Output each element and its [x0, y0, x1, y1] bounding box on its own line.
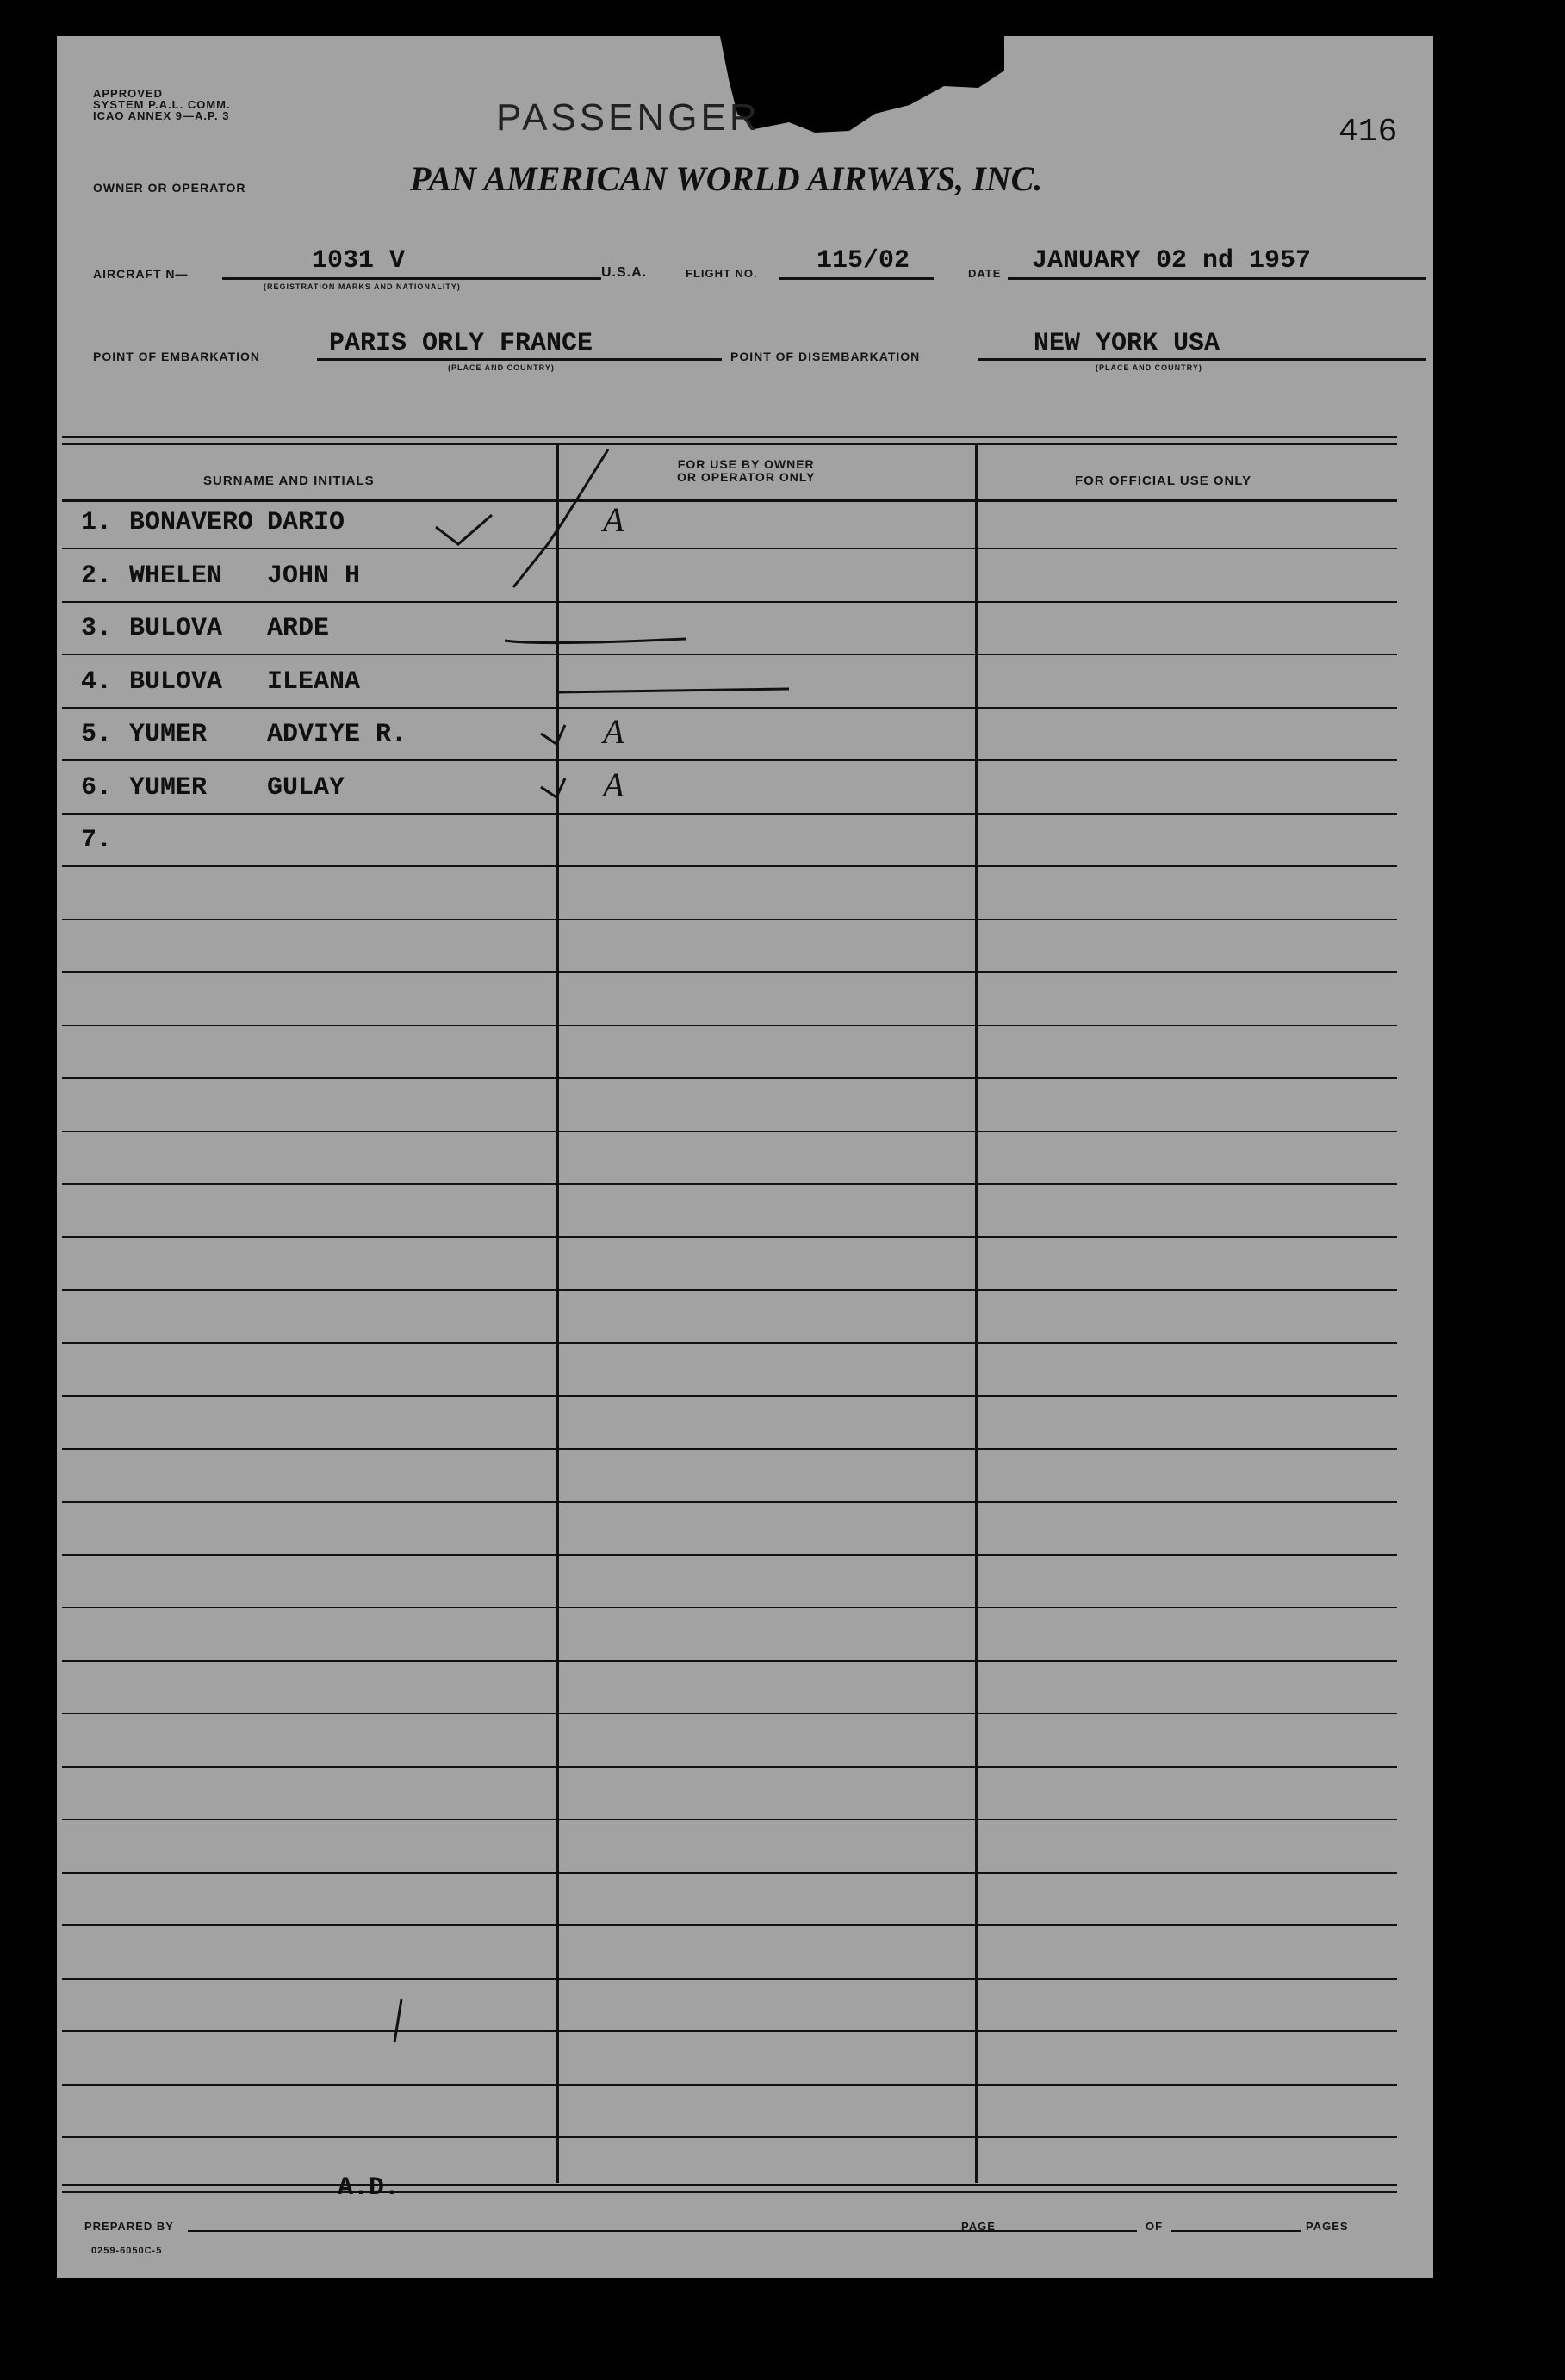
ruled-line — [62, 919, 1397, 920]
passenger-surname: BULOVA — [129, 614, 223, 643]
ruled-line — [62, 1501, 1397, 1503]
ruled-line — [62, 707, 1397, 709]
ruled-line — [62, 2030, 1397, 2032]
passenger-surname: WHELEN — [129, 561, 223, 591]
ruled-line — [62, 1978, 1397, 1980]
passenger-row — [81, 508, 345, 537]
passenger-number: 5. — [81, 720, 113, 749]
form-number: 0259-6050C-5 — [91, 2246, 163, 2256]
passenger-surname: BULOVA — [129, 667, 223, 697]
ruled-line — [62, 759, 1397, 761]
page-stamp-number: 416 — [1338, 114, 1398, 151]
ruled-line — [62, 601, 1397, 603]
col-official-header: FOR OFFICIAL USE ONLY — [1075, 474, 1252, 488]
form-title: PASSENGER — [496, 96, 761, 139]
owner-operator-label: OWNER OR OPERATOR — [93, 181, 246, 195]
ruled-line — [62, 1872, 1397, 1874]
torn-paper-edge — [720, 36, 1004, 139]
ruled-line — [62, 1395, 1397, 1397]
embarkation-label: POINT OF EMBARKATION — [93, 350, 260, 363]
ruled-line — [62, 865, 1397, 867]
passenger-given: GULAY — [267, 773, 345, 803]
country-label: U.S.A. — [601, 265, 648, 280]
operator-mark: A — [603, 712, 624, 751]
ruled-line — [62, 1025, 1397, 1026]
approval-stamp: APPROVED SYSTEM P.A.L. COMM. ICAO ANNEX 9—A.P. 3 — [93, 87, 231, 122]
embarkation-sublabel: (PLACE AND COUNTRY) — [448, 363, 555, 372]
prepared-by-label: PREPARED BY — [84, 2220, 174, 2233]
date-label: DATE — [968, 267, 1002, 280]
ruled-line — [62, 2136, 1397, 2138]
disembarkation-label: POINT OF DISEMBARKATION — [730, 350, 921, 363]
flight-date: JANUARY 02 nd 1957 — [1032, 246, 1312, 276]
passenger-given: DARIO — [267, 508, 345, 537]
ruled-line — [62, 1660, 1397, 1662]
passenger-given: ARDE — [267, 614, 330, 643]
ruled-line — [62, 1289, 1397, 1291]
ruled-line — [62, 1554, 1397, 1556]
registration-sublabel: (REGISTRATION MARKS AND NATIONALITY) — [264, 282, 461, 291]
passenger-row — [81, 667, 360, 697]
handwritten-marks — [57, 36, 1433, 2278]
passenger-surname: YUMER — [129, 773, 208, 803]
passenger-given: ADVIYE R. — [267, 720, 407, 749]
aircraft-registration: 1031 V — [312, 246, 406, 276]
ruled-line — [62, 1131, 1397, 1132]
ruled-line — [62, 1924, 1397, 1926]
ruled-line — [62, 1819, 1397, 1820]
ruled-line — [62, 971, 1397, 973]
passenger-given: JOHN H — [267, 561, 361, 591]
ruled-line — [62, 1183, 1397, 1185]
ruled-line — [62, 654, 1397, 655]
passenger-given: ILEANA — [267, 667, 361, 697]
ruled-line — [62, 1448, 1397, 1450]
ruled-line — [62, 1713, 1397, 1714]
ruled-line — [62, 1607, 1397, 1608]
passenger-surname: YUMER — [129, 720, 208, 749]
flight-number: 115/02 — [817, 246, 910, 276]
col-surname-header: SURNAME AND INITIALS — [203, 474, 375, 488]
passenger-number: 6. — [81, 773, 113, 803]
disembarkation-point: NEW YORK USA — [1034, 329, 1220, 358]
operator-name: PAN AMERICAN WORLD AIRWAYS, INC. — [410, 159, 1043, 198]
disembarkation-sublabel: (PLACE AND COUNTRY) — [1096, 363, 1202, 372]
ruled-line — [62, 813, 1397, 815]
passenger-row — [81, 614, 329, 643]
pages-label: PAGES — [1306, 2220, 1349, 2233]
of-label: OF — [1146, 2220, 1164, 2233]
passenger-surname: BONAVERO — [129, 508, 254, 537]
passenger-number: 3. — [81, 614, 113, 643]
ruled-line — [62, 1766, 1397, 1768]
ruled-line — [62, 1077, 1397, 1079]
embarkation-point: PARIS ORLY FRANCE — [329, 329, 593, 358]
ruled-line — [62, 1236, 1397, 1238]
preparer-initials: A.D. — [338, 2173, 401, 2203]
passenger-row — [81, 826, 267, 855]
aircraft-label: AIRCRAFT N— — [93, 267, 189, 281]
operator-mark: A — [603, 765, 624, 804]
passenger-number: 7. — [81, 826, 113, 855]
passenger-number: 4. — [81, 667, 113, 697]
passenger-number: 2. — [81, 561, 113, 591]
passenger-number: 1. — [81, 508, 113, 537]
col-owner-header: FOR USE BY OWNER OR OPERATOR ONLY — [677, 457, 816, 484]
ruled-line — [62, 548, 1397, 549]
manifest-sheet — [57, 36, 1433, 2278]
flight-number-label: FLIGHT NO. — [686, 267, 758, 280]
ruled-line — [62, 2084, 1397, 2086]
passenger-row — [81, 561, 360, 591]
page-label: PAGE — [961, 2220, 996, 2233]
operator-mark: A — [603, 500, 624, 539]
passenger-row — [81, 720, 407, 749]
ruled-line — [62, 1342, 1397, 1344]
passenger-row — [81, 773, 345, 803]
